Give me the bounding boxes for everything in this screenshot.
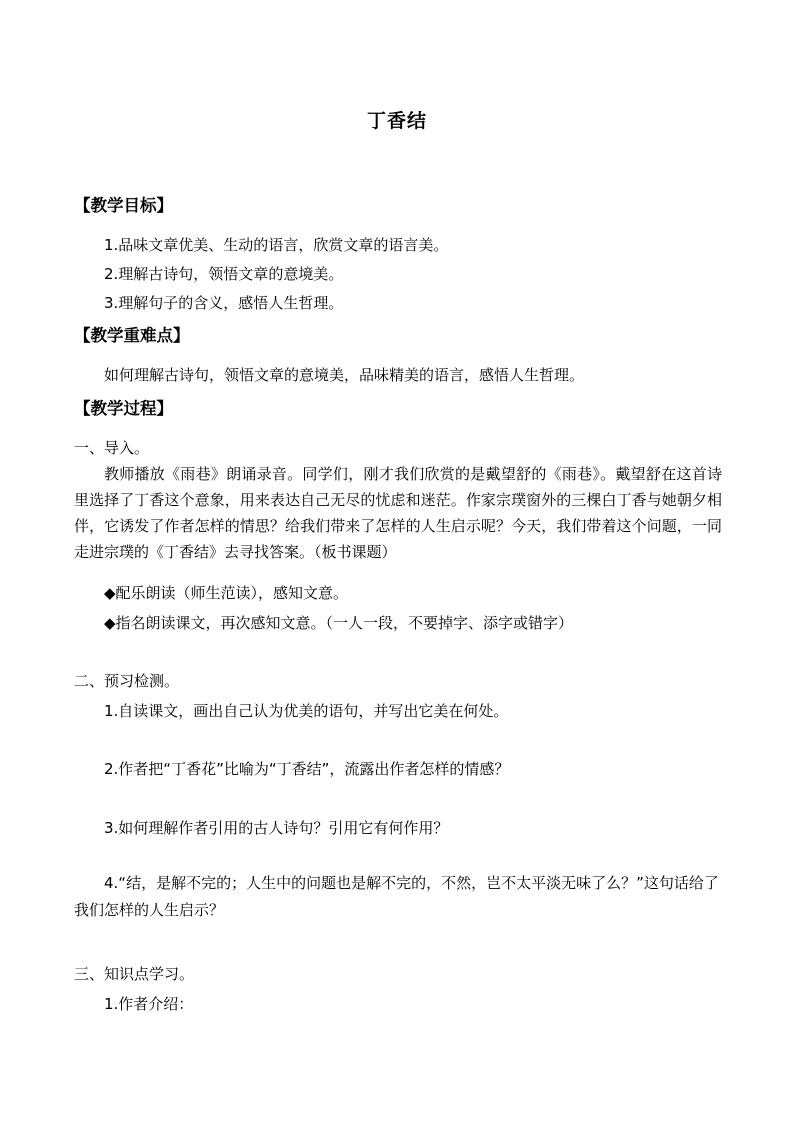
part3-item-1: 1.作者介绍： [104,995,194,1013]
part2-title: 二、预习检测。 [74,672,180,690]
part1-bullet-1: ◆配乐朗读（师生范读），感知文意。 [104,584,349,602]
goal-item-3: 3.理解句子的含义，感悟人生哲理。 [104,294,344,312]
part2-question-3: 3.如何理解作者引用的古人诗句？引用它有何作用？ [104,819,449,837]
part2-question-4: 4.“结，是解不完的；人生中的问题也是解不完的，不然，岂不太平淡无味了么？”这句话给了我们怎样的人生启示？ [74,874,719,919]
heading-teaching-process: 【教学过程】 [74,399,173,418]
part1-paragraph: 教师播放《雨巷》朗诵录音。同学们，刚才我们欣赏的是戴望舒的《雨巷》。戴望舒在这首诗里选择了丁香这个意象，用来表达自己无尽的忧虑和迷茫。作家宗璞窗外的三棵白丁香与她朝夕相伴，它诱发了作者怎样的情思？给我们带来了怎样的人生启示呢？今天，我们带着这个问题，一同走进宗璞的《丁香结》去寻找答案。（板书课题） [74,465,722,561]
part3-title: 三、知识点学习。 [74,965,195,983]
part2-question-2: 2.作者把“丁香花”比喻为“丁香结”，流露出作者怎样的情感？ [104,760,510,778]
goal-item-2: 2.理解古诗句，领悟文章的意境美。 [104,265,344,283]
goal-item-1: 1.品味文章优美、生动的语言，欣赏文章的语言美。 [104,236,449,254]
heading-key-points: 【教学重难点】 [74,326,190,345]
heading-teaching-goals: 【教学目标】 [74,196,173,215]
key-points-text: 如何理解古诗句，领悟文章的意境美，品味精美的语言，感悟人生哲理。 [104,366,585,384]
part1-bullet-2: ◆指名朗读课文，再次感知文意。（一人一段，不要掉字、添字或错字） [104,614,574,632]
part1-title: 一、导入。 [74,439,150,457]
part2-question-1: 1.自读课文，画出自己认为优美的语句，并写出它美在何处。 [104,702,509,720]
document-title: 丁香结 [366,110,427,132]
